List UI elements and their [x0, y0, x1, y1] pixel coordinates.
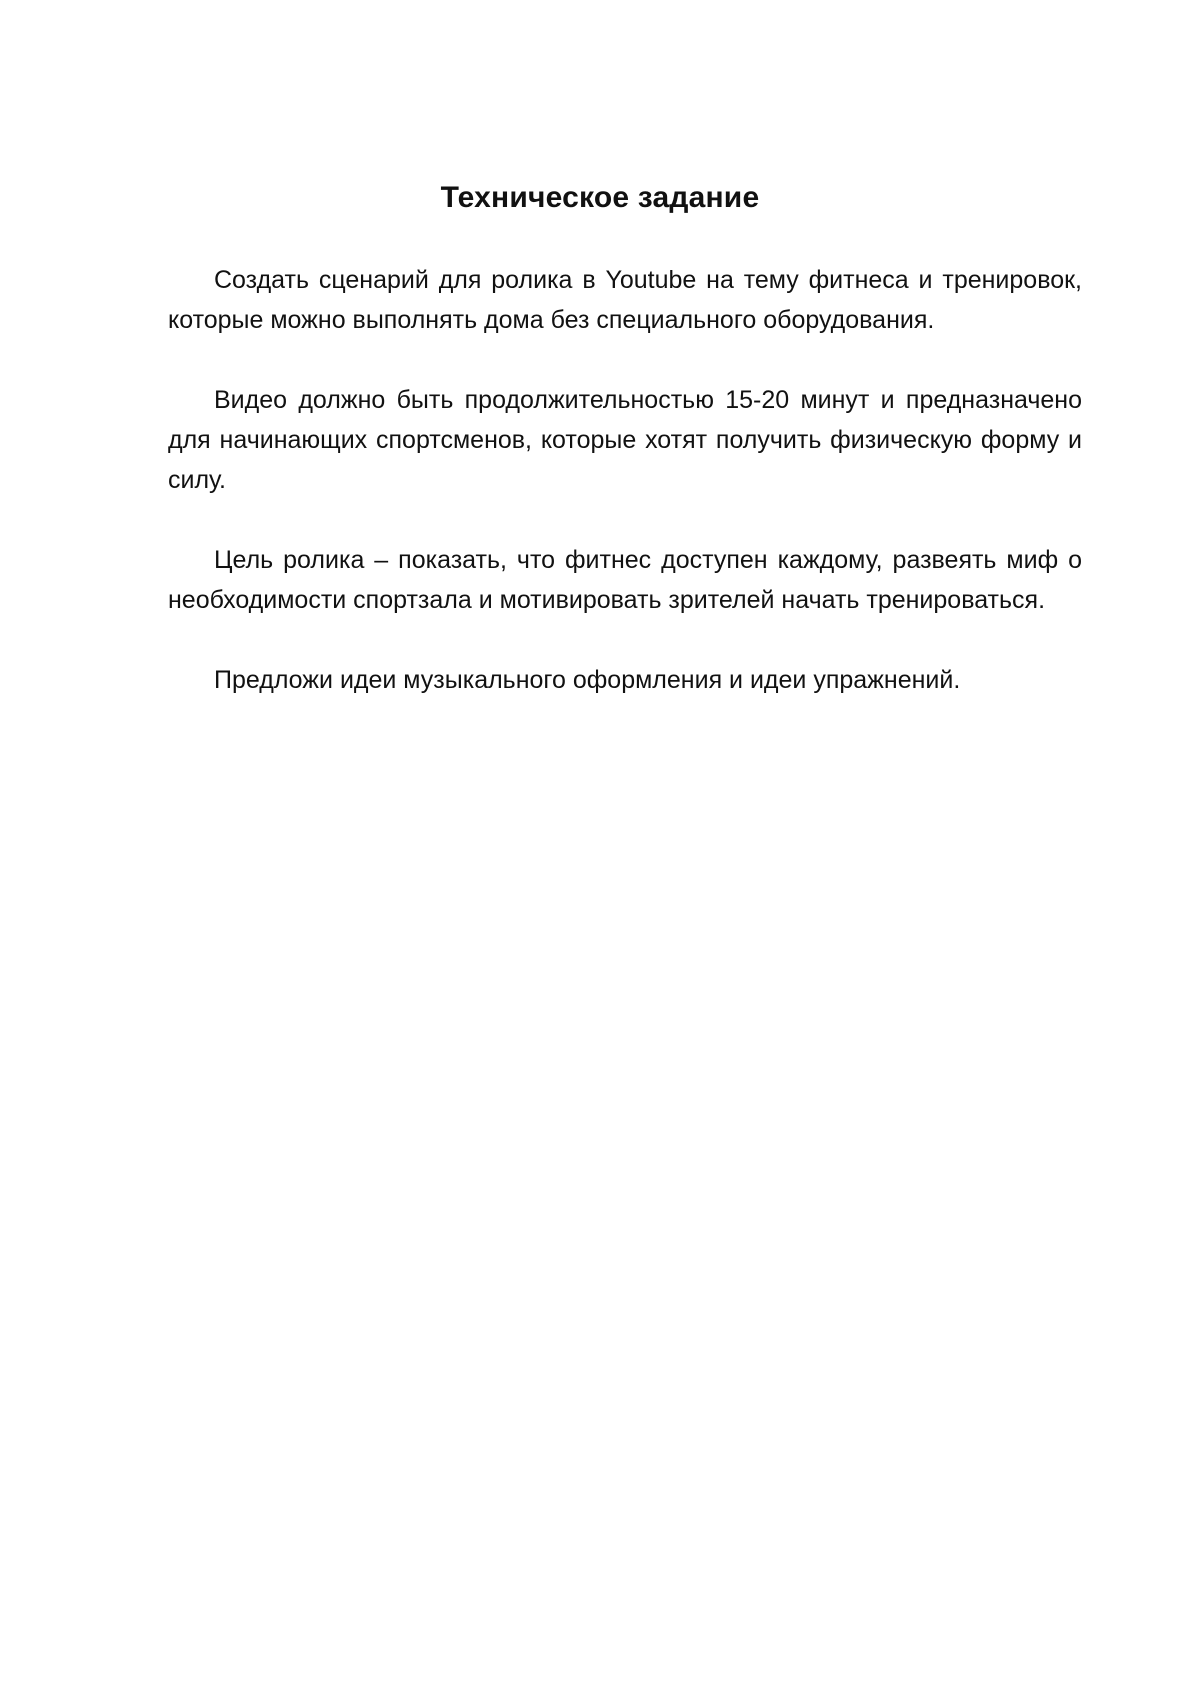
paragraph-video-requirements: Видео должно быть продолжительностью 15-20 минут и предназначено для начинающих спортсменов, которые хотят получить физическую форму и силу. — [168, 386, 1082, 494]
paragraph-task: Создать сценарий для ролика в Youtube на тему фитнеса и тренировок, которые можно выполнять дома без специального оборудования. — [168, 266, 1082, 334]
document-body — [168, 260, 1082, 740]
paragraph-suggestions: Предложи идеи музыкального оформления и идеи упражнений. — [214, 666, 961, 694]
paragraph-goal: Цель ролика – показать, что фитнес доступен каждому, развеять миф о необходимости спортзала и мотивировать зрителей начать тренироваться. — [168, 546, 1082, 614]
document-title: Техническое задание — [440, 181, 760, 214]
